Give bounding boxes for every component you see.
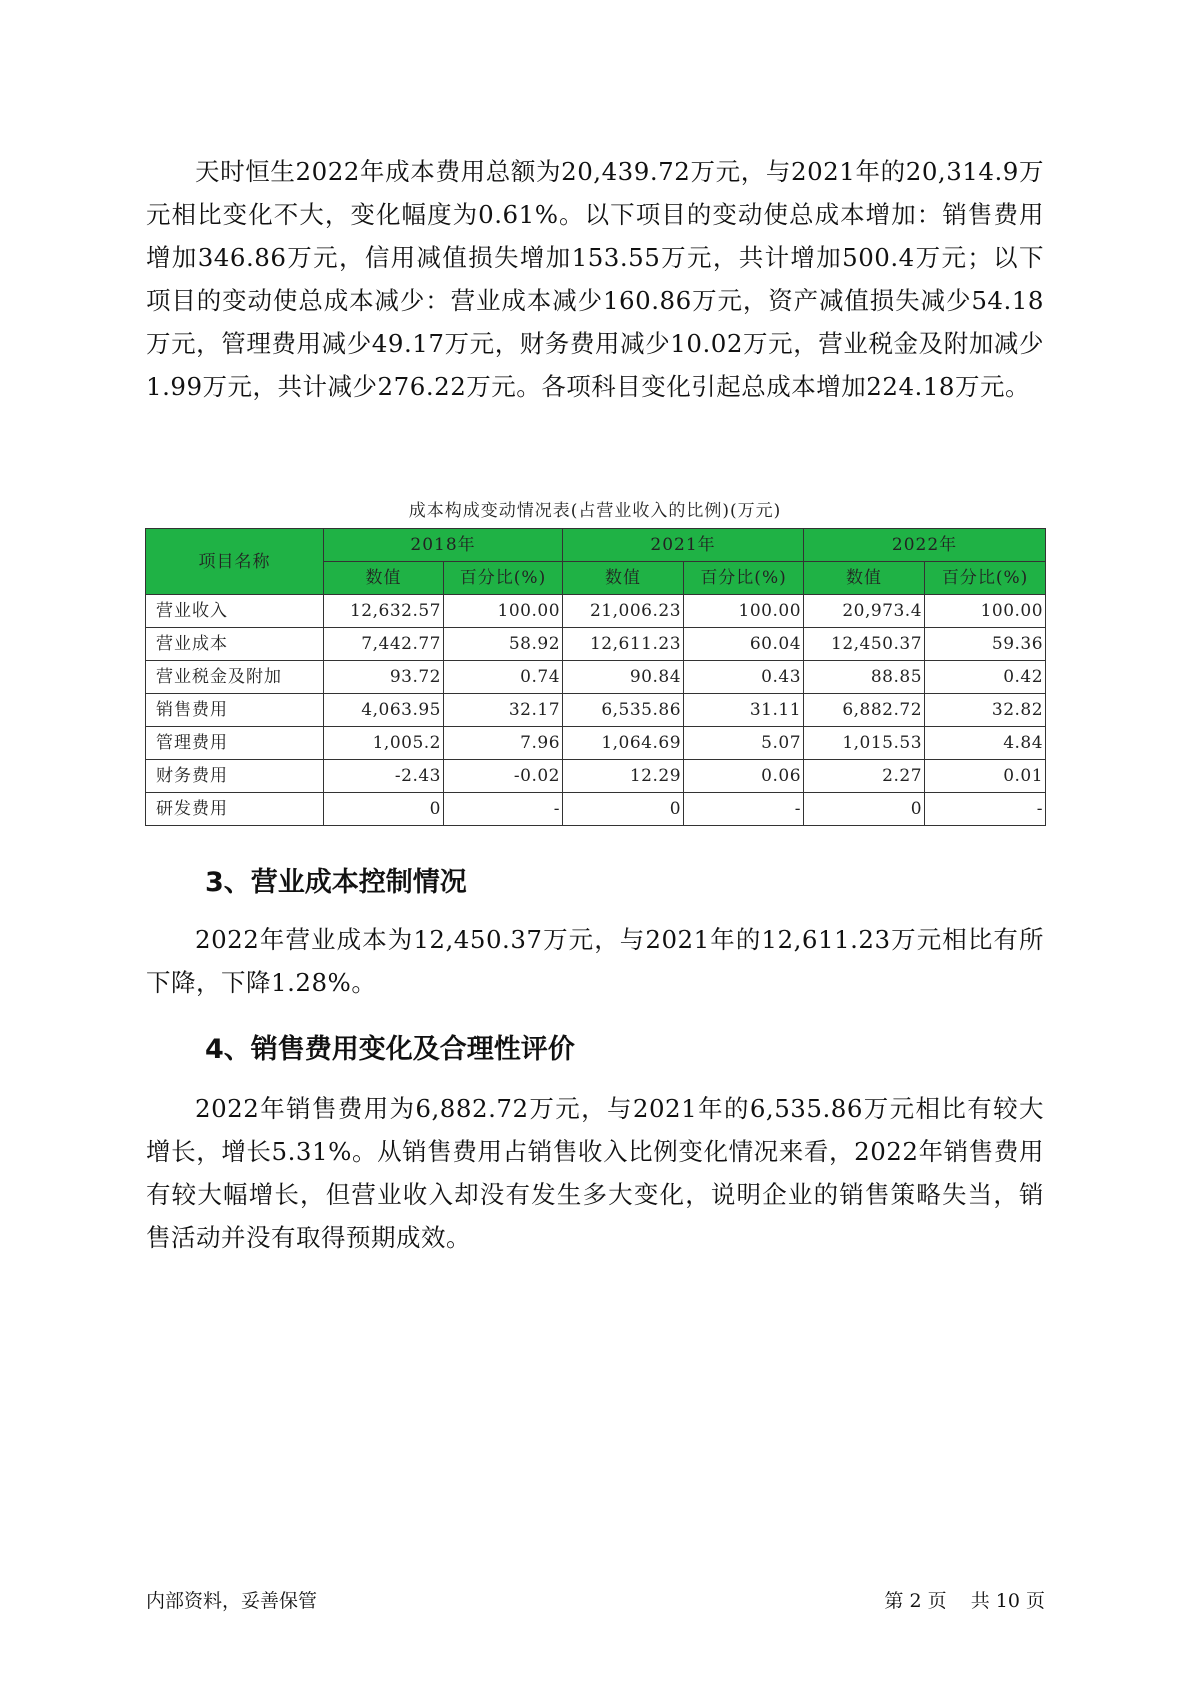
cell-value: 12.29 <box>563 760 684 793</box>
row-label: 营业收入 <box>146 595 324 628</box>
percent-header: 百分比(%) <box>444 562 563 595</box>
year-header-2021: 2021年 <box>563 529 804 562</box>
cell-percent: 4.84 <box>925 727 1046 760</box>
table-row <box>146 727 1046 760</box>
cell-value: 93.72 <box>324 661 444 694</box>
cell-percent: 5.07 <box>684 727 804 760</box>
footer-page-number <box>884 1588 1045 1614</box>
cell-percent: 60.04 <box>684 628 804 661</box>
cell-percent: - <box>925 793 1046 826</box>
cell-percent: 31.11 <box>684 694 804 727</box>
page-current: 2 <box>909 1590 922 1612</box>
cell-percent: 0.74 <box>444 661 563 694</box>
item-name-header: 项目名称 <box>146 529 324 595</box>
value-header: 数值 <box>324 562 444 595</box>
cell-percent: 100.00 <box>444 595 563 628</box>
cell-percent: - <box>684 793 804 826</box>
body-paragraph-sales-expense: 2022年销售费用为6,882.72万元，与2021年的6,535.86万元相比有较大增长，增长5.31%。从销售费用占销售收入比例变化情况来看，2022年销售费用有较大幅增长，但营业收入却没有发生多大变化，说明企业的销售策略失当，销售活动并没有取得预期成效。 <box>146 1094 1044 1252</box>
cell-value: 0 <box>563 793 684 826</box>
table-row <box>146 694 1046 727</box>
table-row <box>146 628 1046 661</box>
cell-value: 12,632.57 <box>324 595 444 628</box>
cell-value: 88.85 <box>804 661 925 694</box>
row-label: 销售费用 <box>146 694 324 727</box>
cell-percent: 100.00 <box>925 595 1046 628</box>
cell-percent: 59.36 <box>925 628 1046 661</box>
cell-percent: 0.06 <box>684 760 804 793</box>
cell-percent: 7.96 <box>444 727 563 760</box>
table-row <box>146 595 1046 628</box>
cell-percent: 0.01 <box>925 760 1046 793</box>
row-label: 管理费用 <box>146 727 324 760</box>
table-row <box>146 661 1046 694</box>
value-header: 数值 <box>563 562 684 595</box>
page-prefix: 第 <box>884 1590 904 1612</box>
total-unit: 页 <box>1025 1590 1045 1612</box>
cell-percent: 0.42 <box>925 661 1046 694</box>
value-header: 数值 <box>804 562 925 595</box>
cell-value: 4,063.95 <box>324 694 444 727</box>
body-paragraph-operating-cost: 2022年营业成本为12,450.37万元，与2021年的12,611.23万元相比有所下降，下降1.28%。 <box>146 925 1044 997</box>
year-header-2018: 2018年 <box>324 529 563 562</box>
cell-value: 1,064.69 <box>563 727 684 760</box>
cell-value: 1,005.2 <box>324 727 444 760</box>
cell-percent: - <box>444 793 563 826</box>
total-prefix: 共 <box>970 1590 990 1612</box>
body-paragraph-cost-summary: 天时恒生2022年成本费用总额为20,439.72万元，与2021年的20,314.9万元相比变化不大，变化幅度为0.61%。以下项目的变动使总成本增加：销售费用增加346.86万元，信用减值损失增加153.55万元，共计增加500.4万元；以下项目的变动使总成本减少：营业成本减少160.86万元，资产减值损失减少54.18万元，管理费用减少49.17万元，财务费用减少10.02万元，营业税金及附加减少1.99万元，共计减少276.22万元。各项科目变化引起总成本增加224.18万元。 <box>146 157 1044 401</box>
cell-percent: -0.02 <box>444 760 563 793</box>
page-unit: 页 <box>927 1590 947 1612</box>
cell-value: 0 <box>804 793 925 826</box>
section-heading-sales-expense: 4、销售费用变化及合理性评价 <box>205 1034 575 1065</box>
cell-value: 21,006.23 <box>563 595 684 628</box>
row-label: 财务费用 <box>146 760 324 793</box>
cell-percent: 0.43 <box>684 661 804 694</box>
percent-header: 百分比(%) <box>684 562 804 595</box>
table-row <box>146 793 1046 826</box>
year-header-2022: 2022年 <box>804 529 1046 562</box>
table-header-years-row <box>146 529 1046 562</box>
section-heading-operating-cost: 3、营业成本控制情况 <box>205 867 467 898</box>
cell-value: 6,535.86 <box>563 694 684 727</box>
cell-value: 20,973.4 <box>804 595 925 628</box>
cell-percent: 100.00 <box>684 595 804 628</box>
cell-value: 2.27 <box>804 760 925 793</box>
cell-percent: 32.17 <box>444 694 563 727</box>
row-label: 营业成本 <box>146 628 324 661</box>
cell-value: 7,442.77 <box>324 628 444 661</box>
row-label: 营业税金及附加 <box>146 661 324 694</box>
table-caption: 成本构成变动情况表(占营业收入的比例)(万元) <box>408 501 782 521</box>
row-label: 研发费用 <box>146 793 324 826</box>
page-total: 10 <box>995 1590 1020 1612</box>
cell-value: 0 <box>324 793 444 826</box>
cell-value: 12,450.37 <box>804 628 925 661</box>
cell-value: 1,015.53 <box>804 727 925 760</box>
cell-percent: 58.92 <box>444 628 563 661</box>
cell-value: -2.43 <box>324 760 444 793</box>
cell-value: 90.84 <box>563 661 684 694</box>
percent-header: 百分比(%) <box>925 562 1046 595</box>
table-row <box>146 760 1046 793</box>
cost-structure-table <box>145 528 1046 826</box>
cell-value: 6,882.72 <box>804 694 925 727</box>
cell-value: 12,611.23 <box>563 628 684 661</box>
footer-confidential-note: 内部资料，妥善保管 <box>146 1590 318 1612</box>
cell-percent: 32.82 <box>925 694 1046 727</box>
